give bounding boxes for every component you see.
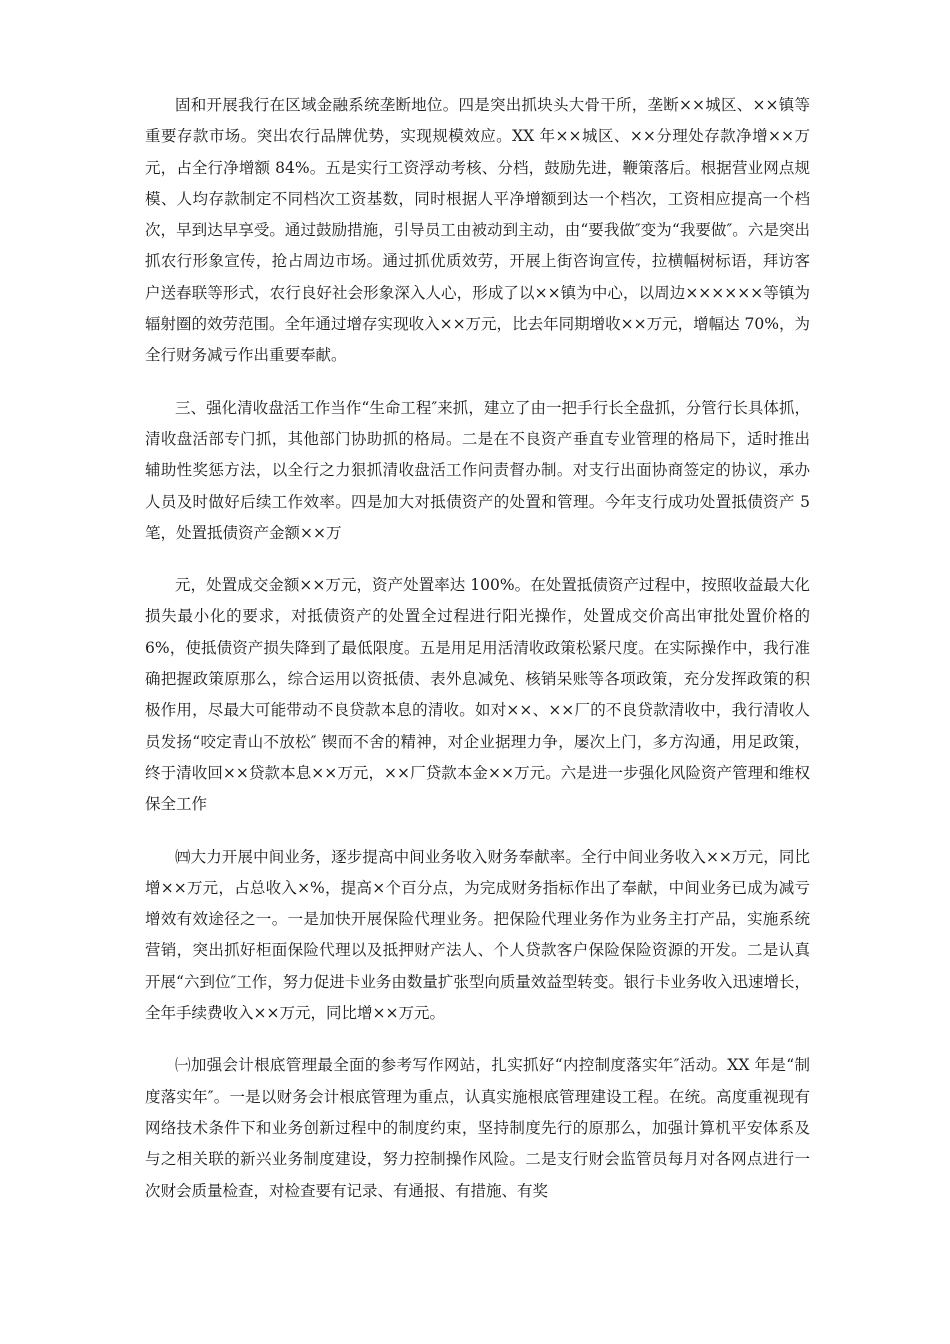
paragraph-intermediate-business: ㈣大力开展中间业务，逐步提高中间业务收入财务奉献率。全行中间业务收入××万元，同比增××万元，占总收入×%，提高×个百分点，为完成财务指标作出了奉献，中间业务已成为减亏增效有效途径之一。一是加快开展保险代理业务。把保险代理业务作为业务主打产品，实施系统营销，突出抓好柜面保险代理以及抵押财产法人、个人贷款客户保险保险资源的开发。二是认真开展“六到位″工作，努力促进卡业务由数量扩张型向质量效益型转变。银行卡业务收入迅速增长，全年手续费收入××万元，同比增××万元。 xyxy=(145,847,810,1023)
paragraph-accounting-management: ㈠加强会计根底管理最全面的参考写作网站，扎实抓好“内控制度落实年″活动。XX 年是“制度落实年″。一是以财务会计根底管理为重点，认真实施根底管理建设工程。在统。高度重视现有网络技术条件下和业务创新过程中的制度约束，坚持制度先行的原那么，加强计算机平安体系及与之相关联的新兴业务制度建设，努力控制操作风险。二是支行财会监管员每月对各网点进行一次财会质量检查，对检查要有记录、有通报、有措施、有奖 xyxy=(145,1056,810,1200)
document-page xyxy=(145,90,810,1228)
paragraph-collection-work: 三、强化清收盘活工作当作“生命工程″来抓，建立了由一把手行长全盘抓，分管行长具体抓，清收盘活部专门抓，其他部门协助抓的格局。二是在不良资产垂直专业管理的格局下，适时推出辅助性奖惩方法，以全行之力狠抓清收盘活工作问责督办制。对支行出面协商签定的协议，承办人员及时做好后续工作效率。四是加大对抵债资产的处置和管理。今年支行成功处置抵债资产 5 笔，处置抵债资产金额××万 xyxy=(145,398,810,542)
paragraph-deposit-market: 固和开展我行在区域金融系统垄断地位。四是突出抓块头大骨干所，垄断××城区、××镇等重要存款市场。突出农行品牌优势，实现规模效应。XX 年××城区、××分理处存款净增××万元，占全行净增额 84%。五是实行工资浮动考核、分档，鼓励先进，鞭策落后。根据营业网点规模、人均存款制定不同档次工资基数，同时根据人平净增额到达一个档次，工资相应提高一个档次，早到达早享受。通过鼓励措施，引导员工由被动到主动，由“要我做″变为“我要做″。六是突出抓农行形象宣传，抢占周边市场。通过抓优质效劳，开展上街咨询宣传，拉横幅树标语，拜访客户送春联等形式，农行良好社会形象深入人心，形成了以××镇为中心，以周边××××××等镇为辐射圈的效劳范围。全年通过增存实现收入××万元，比去年同期增收××万元，增幅达 70%，为全行财务减亏作出重要奉献。 xyxy=(145,96,810,365)
paragraph-asset-disposal: 元，处置成交金额××万元，资产处置率达 100%。在处置抵债资产过程中，按照收益最大化损失最小化的要求，对抵债资产的处置全过程进行阳光操作，处置成交价高出审批处置价格的 6%，使抵债资产损失降到了最低限度。五是用足用活清收政策松紧尺度。在实际操作中，我行准确把握政策原那么，综合运用以资抵债、表外息减免、核销呆账等各项政策，充分发挥政策的积极作用，尽最大可能带动不良贷款本息的清收。如对××、××厂的不良贷款清收中，我行清收人员发扬“咬定青山不放松″ 锲而不舍的精神，对企业据理力争，屡次上门，多方沟通，用足政策，终于清收回××贷款本息××万元，××厂贷款本金××万元。六是进一步强化风险资产管理和维权保全工作 xyxy=(145,576,810,814)
